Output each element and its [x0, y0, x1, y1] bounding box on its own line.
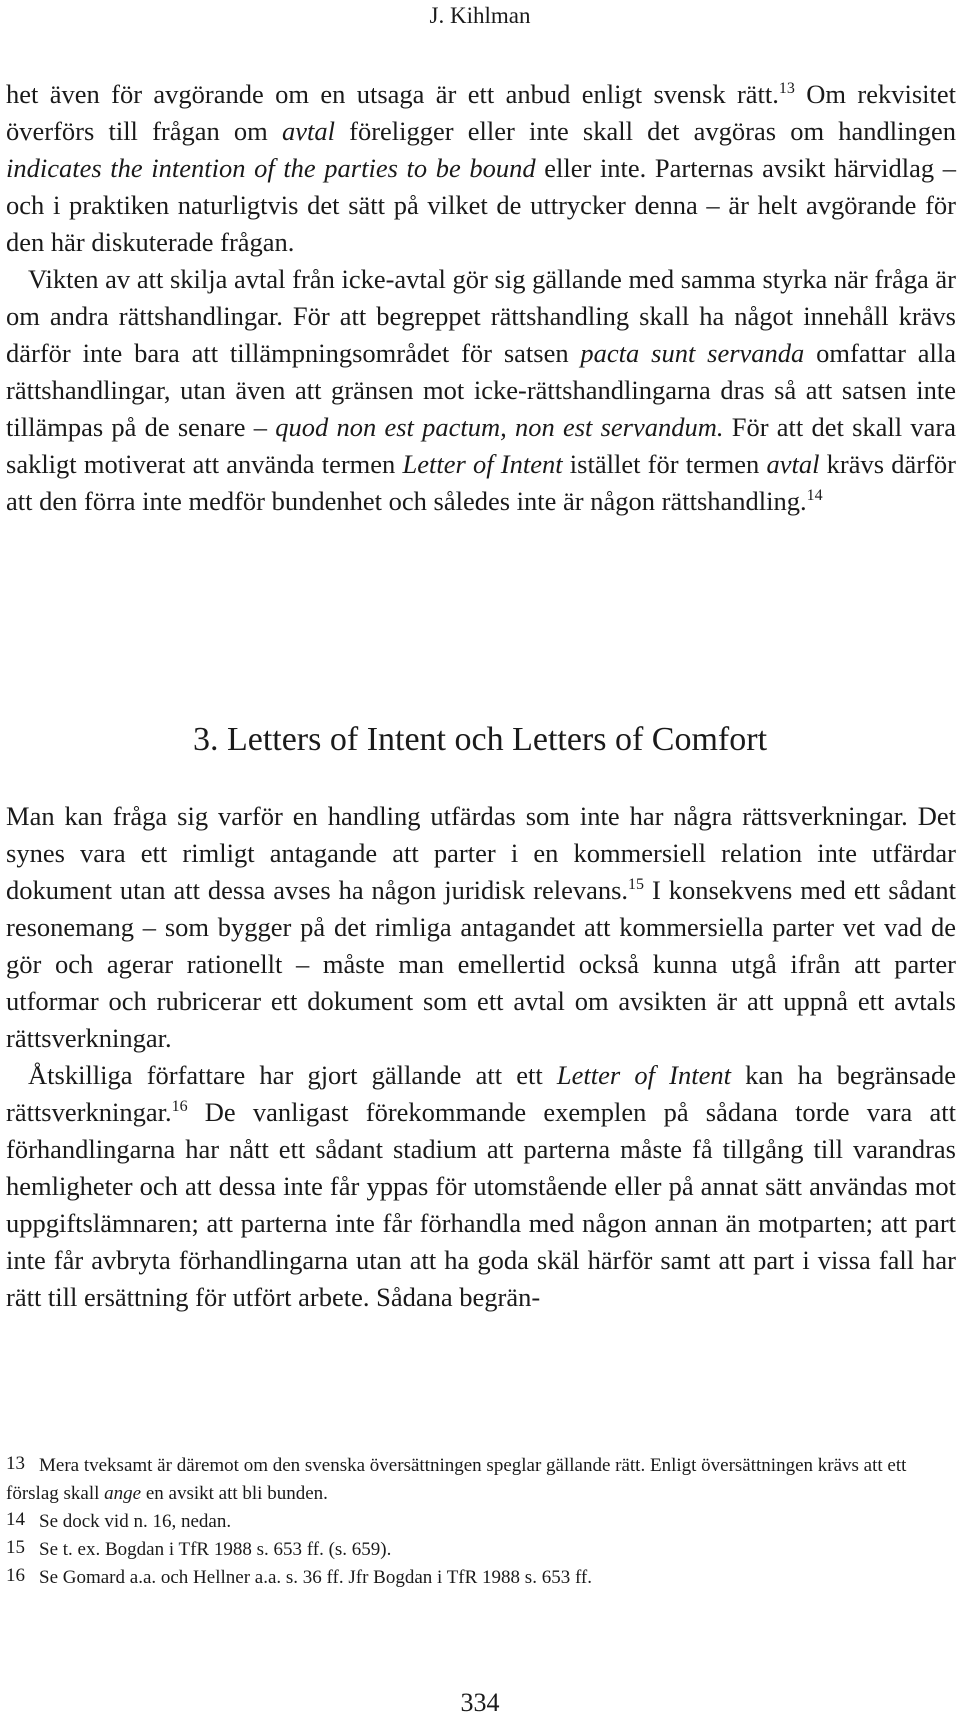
- footnote-number: 15: [6, 1537, 25, 1558]
- footnote-ref-15[interactable]: 15: [628, 876, 645, 893]
- paragraph-4: [6, 1057, 956, 1316]
- footnote-13: [6, 1452, 956, 1508]
- italic-term: pacta sunt servanda: [580, 338, 805, 368]
- footnote-text: Se dock vid n. 16, nedan.: [39, 1511, 232, 1532]
- footnote-16: [6, 1564, 956, 1592]
- footnote-text: Se t. ex. Bogdan i TfR 1988 s. 653 ff. (s. 659).: [39, 1539, 392, 1560]
- section-heading: 3. Letters of Intent och Letters of Comfort: [192, 721, 768, 758]
- body-text-upper: [6, 76, 956, 520]
- footnote-number: 16: [6, 1565, 25, 1586]
- text-segment: För att det skall vara sakligt motiverat att använda termen: [6, 412, 956, 479]
- footnote-text: en avsikt att bli bunden.: [141, 1483, 328, 1504]
- footnote-text: Se Gomard a.a. och Hellner a.a. s. 36 ff. Jfr Bogdan i TfR 1988 s. 653 ff.: [39, 1567, 593, 1588]
- text-segment: föreligger eller inte skall det avgöras om handlingen: [334, 116, 956, 146]
- page-number: 334: [460, 1688, 500, 1717]
- text-segment: kan ha begränsade rättsverkningar.: [6, 1060, 956, 1127]
- text-segment: omfattar alla rättshandlingar, utan även att gränsen mot icke-rättshandlingarna dras så att satsen inte tillämpas på de senare –: [6, 338, 957, 442]
- italic-term: indicates the intention of the parties to be bound: [6, 153, 536, 183]
- italic-term: avtal: [281, 116, 335, 146]
- footnote-ref-14[interactable]: 14: [806, 487, 823, 504]
- footnote-number: 14: [6, 1509, 25, 1530]
- body-text-lower: [6, 798, 956, 1316]
- footnote-ref-16[interactable]: 16: [171, 1098, 188, 1115]
- italic-term: quod non est pactum, non est servandum.: [275, 412, 724, 442]
- text-segment: Om rekvisitet överförs till frågan om: [6, 79, 956, 146]
- footnote-number: 13: [6, 1453, 25, 1474]
- paragraph-1: [6, 76, 956, 261]
- footnote-italic: ange: [104, 1483, 142, 1504]
- text-segment: istället för termen: [562, 449, 767, 479]
- footnote-14: [6, 1508, 956, 1536]
- italic-term: Letter of Intent: [402, 449, 563, 479]
- text-segment: I konsekvens med ett sådant resonemang – som bygger på det rimliga antagandet att kommersiella parter vet vad de gör och agerar rationellt – måste man emellertid också kunna utgå ifrån att parter utformar och rubricerar ett dokument som ett avtal om avsikten är att uppnå ett avtals rättsverkningar.: [6, 875, 956, 1053]
- text-segment: krävs därför att den förra inte medför bundenhet och således inte är någon rättshandling.: [6, 449, 956, 516]
- text-segment: De vanligast förekommande exemplen på sådana torde vara att förhandlingarna har nått ett sådant stadium att parterna måste få tillgång till varandras hemligheter och att dessa inte får yppas för utomstående eller på annat sätt användas mot uppgiftslämnaren; att parterna inte får förhandla med någon annan än motparten; att part inte får avbryta förhandlingarna utan att ha goda skäl härför samt att part i vissa fall har rätt till ersättning för utfört arbete. Sådana begrän-: [6, 1097, 956, 1312]
- text-segment: Vikten av att skilja avtal från icke-avtal gör sig gällande med samma styrka när fråga är om andra rättshandlingar. För att begreppet rättshandling skall ha något innehåll krävs därför inte bara att tillämpningsområdet för satsen: [6, 264, 956, 368]
- running-head: J. Kihlman: [429, 3, 531, 28]
- text-segment: Åtskilliga författare har gjort gällande att ett: [28, 1060, 557, 1090]
- footnotes: [6, 1452, 956, 1592]
- text-segment: eller inte. Parternas avsikt härvidlag – och i praktiken naturligtvis det sätt på vilket de uttrycker denna – är helt avgörande för den här diskuterade frågan.: [6, 153, 956, 257]
- text-segment: het även för avgörande om en utsaga är ett anbud enligt svensk rätt.: [6, 79, 779, 109]
- footnote-ref-13[interactable]: 13: [778, 80, 795, 97]
- paragraph-3: [6, 798, 956, 1057]
- italic-term: avtal: [766, 449, 820, 479]
- italic-term: Letter of Intent: [556, 1060, 731, 1090]
- footnote-text: Mera tveksamt är däremot om den svenska översättningen speglar gällande rätt. Enligt översättningen krävs att ett förslag skall: [6, 1455, 907, 1504]
- footnote-15: [6, 1536, 956, 1564]
- paragraph-2: [6, 261, 956, 520]
- text-segment: Man kan fråga sig varför en handling utfärdas som inte har några rättsverkningar. Det synes vara ett rimligt antagande att parter i en kommersiell relation inte utfärdar dokument utan att dessa avses ha någon juridisk relevans.: [6, 801, 956, 905]
